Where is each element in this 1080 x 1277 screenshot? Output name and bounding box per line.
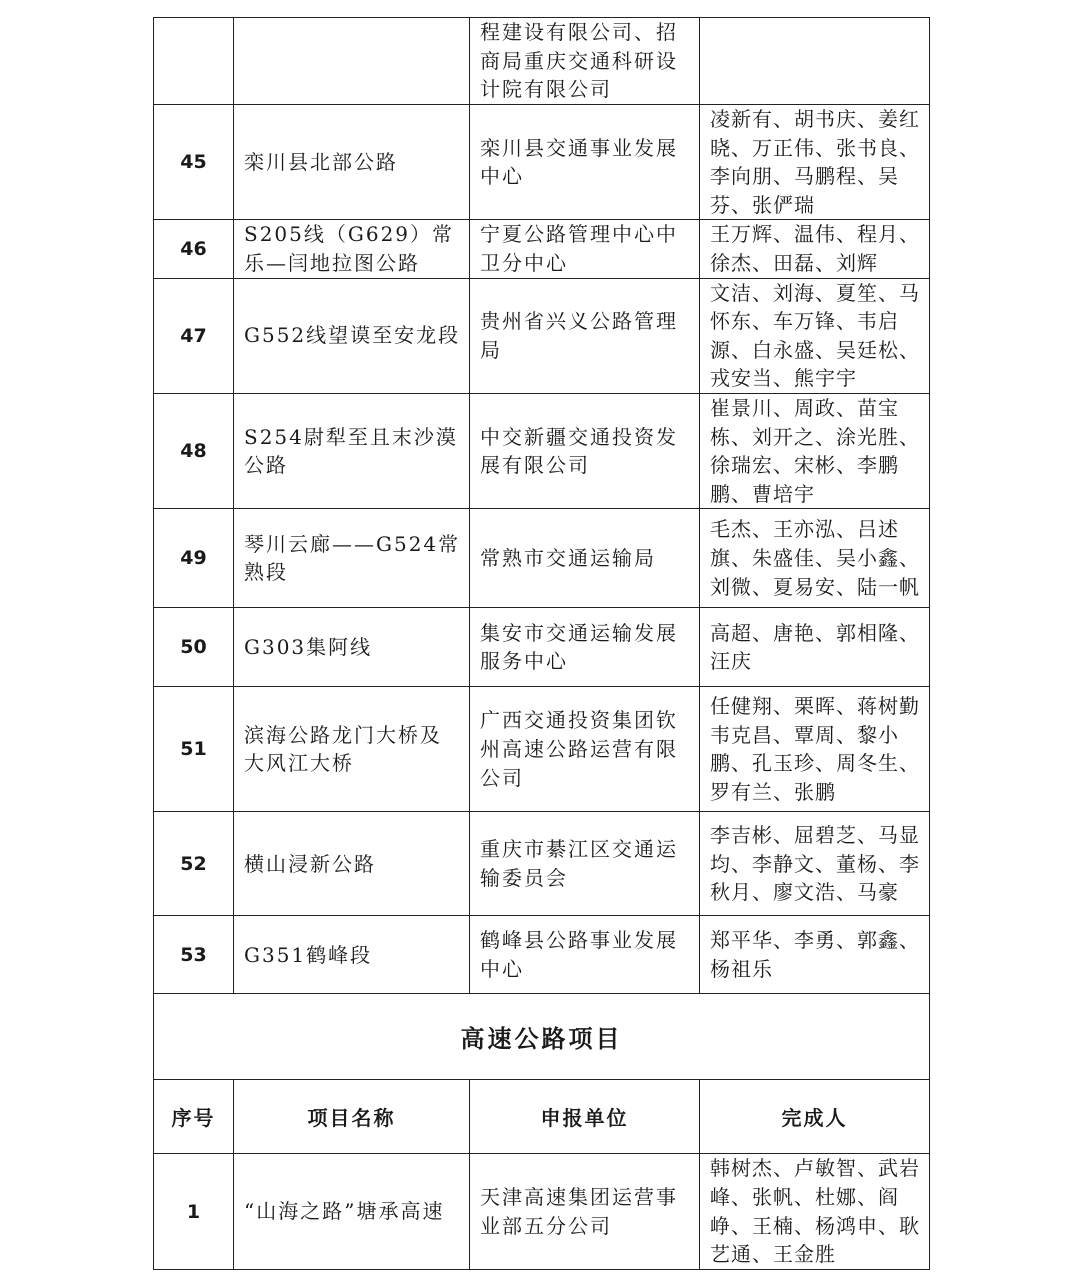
applicant-unit: 广西交通投资集团钦州高速公路运营有限公司: [470, 687, 700, 812]
header-people: 完成人: [700, 1080, 930, 1154]
applicant-unit: 栾川县交通事业发展中心: [470, 105, 700, 220]
applicant-unit: 集安市交通运输发展服务中心: [470, 608, 700, 687]
row-number: 48: [154, 393, 234, 508]
applicant-unit: 鹤峰县公路事业发展中心: [470, 916, 700, 994]
row-number: 47: [154, 278, 234, 393]
applicant-unit: 常熟市交通运输局: [470, 509, 700, 608]
contributors: 崔景川、周政、苗宝栋、刘开之、涂光胜、徐瑞宏、宋彬、李鹏鹏、曹培宇: [700, 393, 930, 508]
section-title: 高速公路项目: [154, 994, 930, 1080]
row-number: 46: [154, 220, 234, 278]
row-number: 50: [154, 608, 234, 687]
table-row: [154, 509, 930, 608]
contributors: 王万辉、温伟、程月、徐杰、田磊、刘辉: [700, 220, 930, 278]
applicant-unit: 宁夏公路管理中心中卫分中心: [470, 220, 700, 278]
table-row: [154, 812, 930, 916]
project-name: 滨海公路龙门大桥及大风江大桥: [234, 687, 470, 812]
applicant-unit: 天津高速集团运营事业部五分公司: [470, 1154, 700, 1269]
project-name: “山海之路”塘承高速: [234, 1154, 470, 1269]
table-row: [154, 278, 930, 393]
table-row: [154, 608, 930, 687]
project-name: G552线望谟至安龙段: [234, 278, 470, 393]
section-row: [154, 994, 930, 1080]
table-row: [154, 18, 930, 105]
table-row: [154, 393, 930, 508]
row-number: [154, 18, 234, 105]
applicant-unit: 贵州省兴义公路管理局: [470, 278, 700, 393]
awards-table: [153, 17, 930, 1270]
contributors: 文洁、刘海、夏笙、马怀东、车万锋、韦启源、白永盛、吴廷松、戎安当、熊宇宇: [700, 278, 930, 393]
contributors: 李吉彬、屈碧芝、马显均、李静文、董杨、李秋月、廖文浩、马豪: [700, 812, 930, 916]
row-number: 49: [154, 509, 234, 608]
table-row: [154, 1154, 930, 1269]
contributors: 高超、唐艳、郭相隆、汪庆: [700, 608, 930, 687]
table-row: [154, 220, 930, 278]
header-number: 序号: [154, 1080, 234, 1154]
applicant-unit: 重庆市綦江区交通运输委员会: [470, 812, 700, 916]
header-unit: 申报单位: [470, 1080, 700, 1154]
contributors: 郑平华、李勇、郭鑫、杨祖乐: [700, 916, 930, 994]
contributors: 毛杰、王亦泓、吕述旗、朱盛佳、吴小鑫、刘微、夏易安、陆一帆: [700, 509, 930, 608]
table-row: [154, 916, 930, 994]
table-row: [154, 105, 930, 220]
contributors: 凌新有、胡书庆、姜红晓、万正伟、张书良、李向朋、马鹏程、吴芬、张俨瑞: [700, 105, 930, 220]
contributors: 任健翔、栗晖、蒋树勤韦克昌、覃周、黎小鹏、孔玉珍、周冬生、罗有兰、张鹏: [700, 687, 930, 812]
header-project: 项目名称: [234, 1080, 470, 1154]
applicant-unit: 中交新疆交通投资发展有限公司: [470, 393, 700, 508]
row-number: 1: [154, 1154, 234, 1269]
project-name: G351鹤峰段: [234, 916, 470, 994]
project-name: 横山浸新公路: [234, 812, 470, 916]
row-number: 52: [154, 812, 234, 916]
project-name: 栾川县北部公路: [234, 105, 470, 220]
table-row: [154, 687, 930, 812]
header-row: [154, 1080, 930, 1154]
row-number: 45: [154, 105, 234, 220]
row-number: 51: [154, 687, 234, 812]
project-name: G303集阿线: [234, 608, 470, 687]
row-number: 53: [154, 916, 234, 994]
contributors: [700, 18, 930, 105]
project-name: S205线（G629）常乐—闫地拉图公路: [234, 220, 470, 278]
contributors: 韩树杰、卢敏智、武岩峰、张帆、杜娜、阎峥、王楠、杨鸿申、耿艺通、王金胜: [700, 1154, 930, 1269]
project-name: 琴川云廊——G524常熟段: [234, 509, 470, 608]
applicant-unit: 程建设有限公司、招商局重庆交通科研设计院有限公司: [470, 18, 700, 105]
project-name: S254尉犁至且末沙漠公路: [234, 393, 470, 508]
project-name: [234, 18, 470, 105]
